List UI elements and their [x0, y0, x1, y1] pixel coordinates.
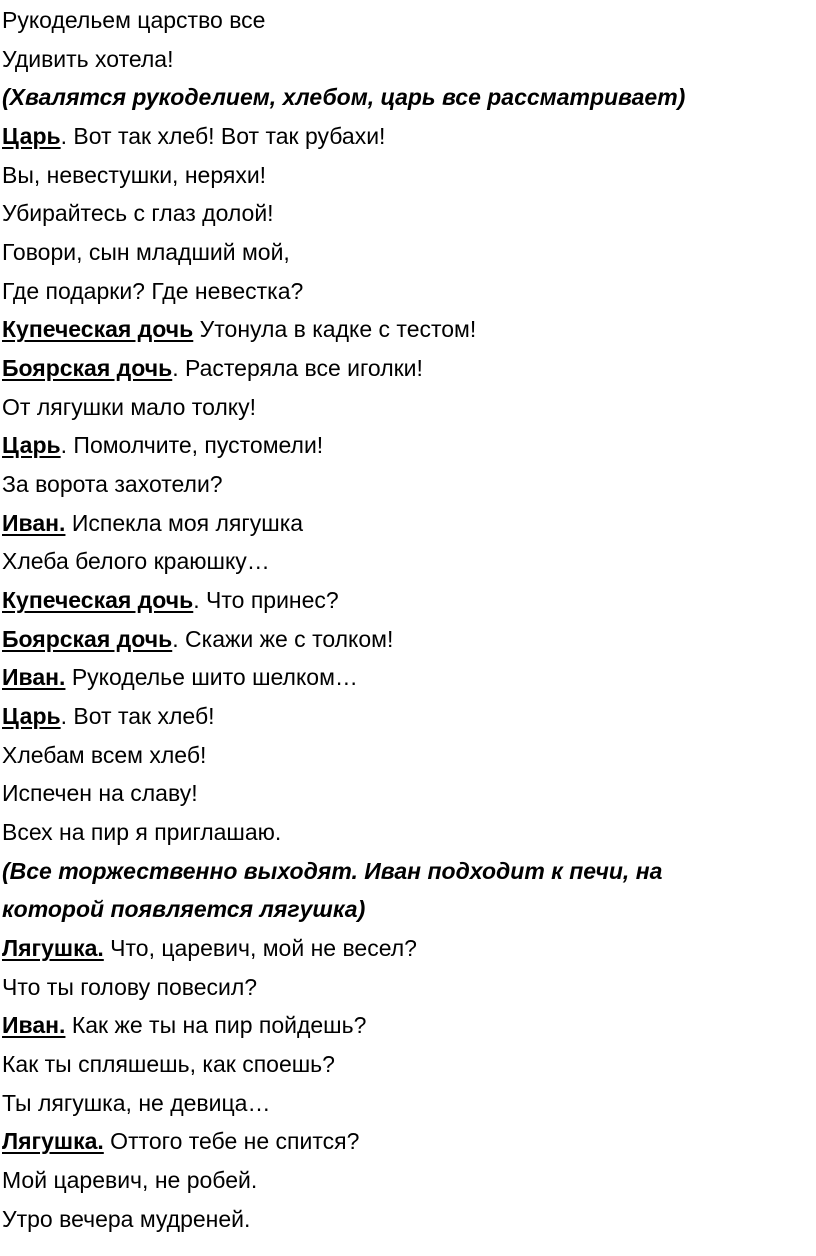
- text-line: [2, 388, 256, 426]
- line-text: Испекла моя лягушка: [65, 510, 304, 536]
- line-text: За ворота захотели?: [2, 471, 223, 497]
- line-text: . Вот так хлеб! Вот так рубахи!: [60, 123, 386, 149]
- text-line: [2, 1084, 270, 1122]
- stage-direction-text: (Хвалятся рукоделием, хлебом, царь все рассматривает): [2, 84, 686, 110]
- line-text: Вы, невестушки, неряхи!: [2, 162, 267, 188]
- speech-line: [2, 117, 385, 155]
- speech-line: [2, 504, 303, 542]
- speaker-name: Боярская дочь: [2, 626, 173, 652]
- text-line: [2, 1045, 335, 1083]
- speaker-name: Лягушка.: [2, 1128, 104, 1154]
- speech-line: [2, 349, 423, 387]
- speech-line: [2, 929, 417, 967]
- line-text: Где подарки? Где невестка?: [2, 278, 304, 304]
- line-text: . Скажи же с толком!: [172, 626, 394, 652]
- speaker-name: Купеческая дочь: [2, 316, 194, 342]
- speaker-name: Боярская дочь: [2, 355, 173, 381]
- speech-line: [2, 581, 339, 619]
- speech-line: [2, 1122, 359, 1160]
- speaker-name: Царь: [2, 703, 61, 729]
- line-text: Хлебам всем хлеб!: [2, 742, 207, 768]
- line-text: Хлеба белого краюшку…: [2, 548, 270, 574]
- speaker-name: Купеческая дочь: [2, 587, 194, 613]
- text-line: [2, 233, 290, 271]
- line-text: Рукоделье шито шелком…: [65, 664, 358, 690]
- speech-line: [2, 426, 323, 464]
- text-line: [2, 465, 223, 503]
- line-text: Мой царевич, не робей.: [2, 1167, 258, 1193]
- speaker-name: Царь: [2, 432, 61, 458]
- text-line: [2, 1200, 250, 1238]
- text-line: [2, 968, 257, 1006]
- line-text: От лягушки мало толку!: [2, 394, 256, 420]
- speech-line: [2, 697, 215, 735]
- speaker-name: Царь: [2, 123, 61, 149]
- line-text: Утонула в кадке с тестом!: [193, 316, 477, 342]
- stage-direction-text: которой появляется лягушка): [2, 896, 366, 922]
- speech-line: [2, 658, 358, 696]
- line-text: Что, царевич, мой не весел?: [103, 935, 417, 961]
- speech-line: [2, 620, 393, 658]
- line-text: Что ты голову повесил?: [2, 974, 258, 1000]
- text-line: [2, 1161, 257, 1199]
- stage-direction-line: [2, 890, 365, 928]
- speech-line: [2, 1006, 366, 1044]
- text-line: [2, 194, 274, 232]
- line-text: Утро вечера мудреней.: [2, 1206, 251, 1232]
- text-line: [2, 156, 266, 194]
- text-line: [2, 1, 265, 39]
- line-text: . Что принес?: [193, 587, 339, 613]
- line-text: Ты лягушка, не девица…: [2, 1090, 271, 1116]
- text-line: [2, 272, 303, 310]
- stage-direction-line: [2, 852, 662, 890]
- line-text: Оттого тебе не спится?: [103, 1128, 360, 1154]
- line-text: . Растеряла все иголки!: [172, 355, 423, 381]
- speaker-name: Лягушка.: [2, 935, 104, 961]
- text-line: [2, 40, 174, 78]
- text-line: [2, 774, 198, 812]
- line-text: . Вот так хлеб!: [60, 703, 215, 729]
- speaker-name: Иван.: [2, 1012, 66, 1038]
- text-line: [2, 542, 270, 580]
- line-text: Испечен на славу!: [2, 780, 198, 806]
- line-text: Как же ты на пир пойдешь?: [65, 1012, 367, 1038]
- text-line: [2, 813, 281, 851]
- speaker-name: Иван.: [2, 664, 66, 690]
- stage-direction-line: [2, 78, 685, 116]
- line-text: Как ты спляшешь, как споешь?: [2, 1051, 335, 1077]
- line-text: Удивить хотела!: [2, 46, 174, 72]
- speaker-name: Иван.: [2, 510, 66, 536]
- speech-line: [2, 310, 476, 348]
- line-text: Говори, сын младший мой,: [2, 239, 290, 265]
- text-line: [2, 736, 206, 774]
- stage-direction-text: (Все торжественно выходят. Иван подходит к печи, на: [2, 858, 663, 884]
- line-text: Всех на пир я приглашаю.: [2, 819, 282, 845]
- line-text: . Помолчите, пустомели!: [60, 432, 324, 458]
- line-text: Рукодельем царство все: [2, 7, 266, 33]
- line-text: Убирайтесь с глаз долой!: [2, 200, 274, 226]
